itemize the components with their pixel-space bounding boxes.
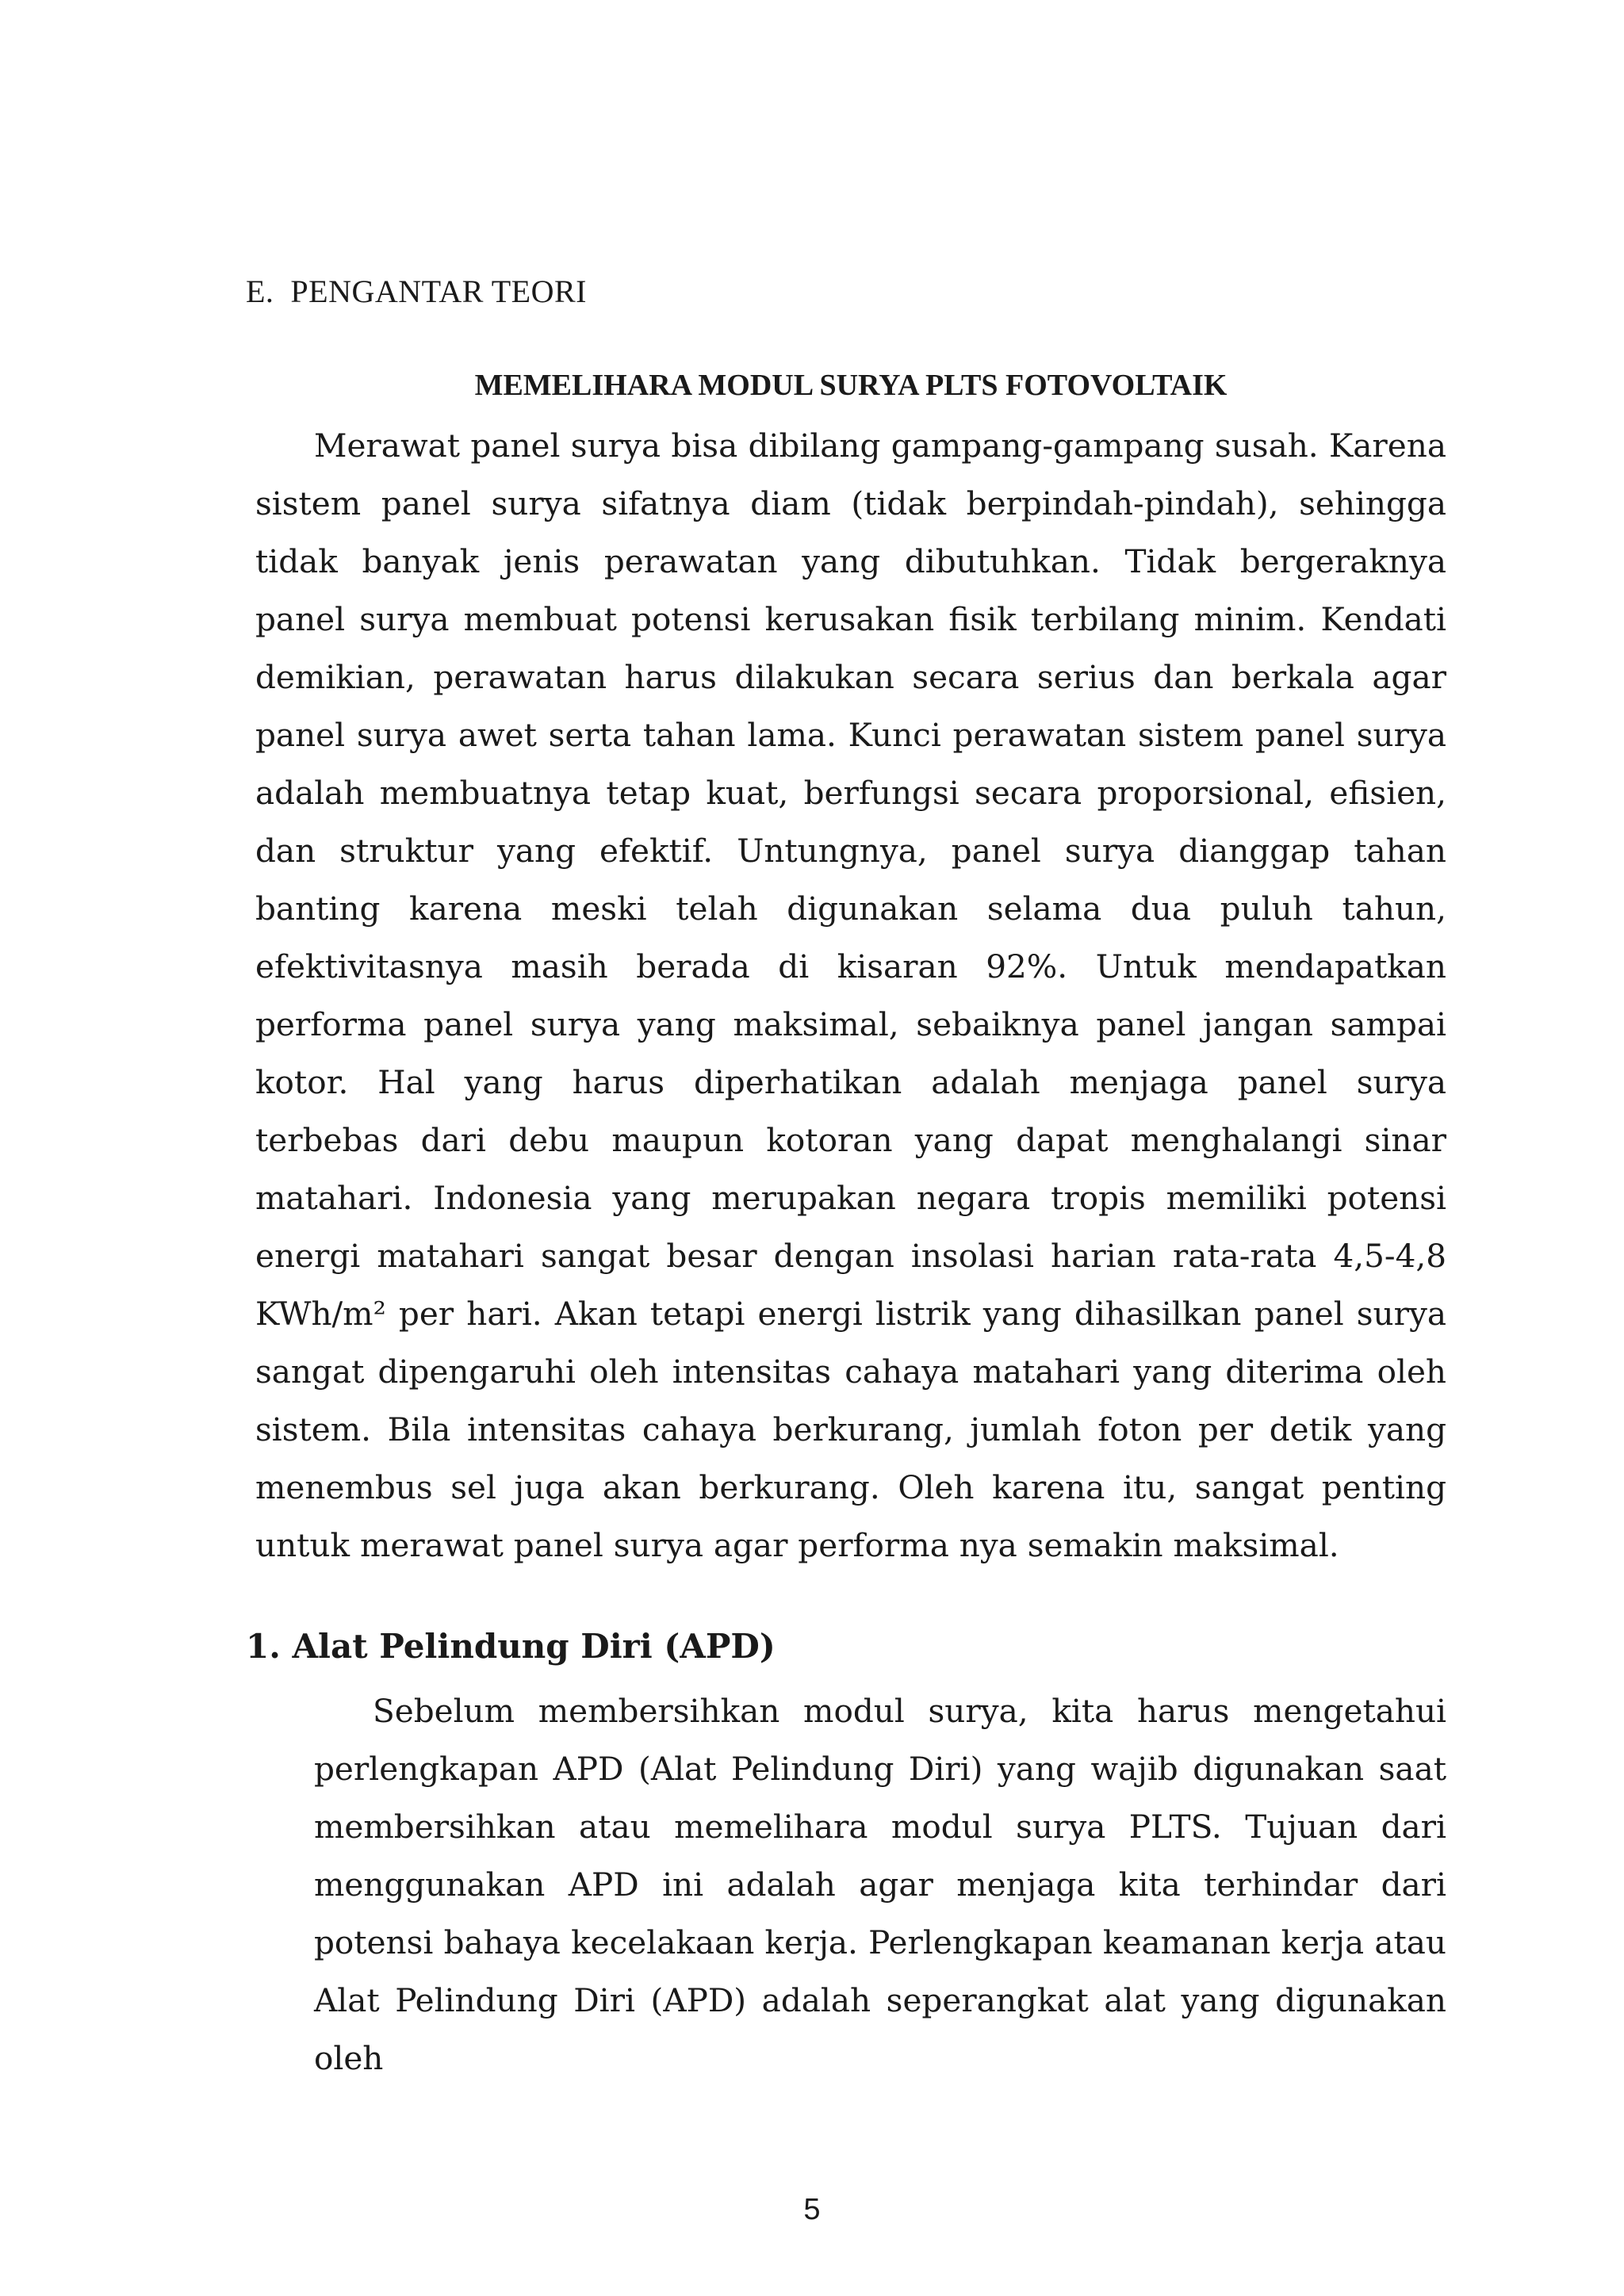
subsection-paragraph: Sebelum membersihkan modul surya, kita harus mengetahui perlengkapan APD (Alat Pelindung Diri) yang wajib digunakan saat membersihkan atau memelihara modul surya PLTS. Tujuan dari menggunakan APD ini adalah agar menjaga kita terhindar dari potensi bahaya kecelakaan kerja. Perlengkapan keamanan kerja atau Alat Pelindung Diri (APD) adalah seperangkat alat yang digunakan oleh (314, 1692, 1446, 2077)
document-title: MEMELIHARA MODUL SURYA PLTS FOTOVOLTAIK (474, 369, 1228, 402)
intro-paragraph: Merawat panel surya bisa dibilang gampang-gampang susah. Karena sistem panel surya sifatnya diam (tidak berpindah-pindah), sehingga tidak banyak jenis perawatan yang dibutuhkan. Tidak bergeraknya panel surya membuat potensi kerusakan fisik terbilang minim. Kendati demikian, perawatan harus dilakukan secara serius dan berkala agar panel surya awet serta tahan lama. Kunci perawatan sistem panel surya adalah membuatnya tetap kuat, berfungsi secara proporsional, efisien, dan struktur yang efektif. Untungnya, panel surya dianggap tahan banting karena meski telah digunakan selama dua puluh tahun, efektivitasnya masih berada di kisaran 92%. Untuk mendapatkan performa panel surya yang maksimal, sebaiknya panel jangan sampai kotor. Hal yang harus diperhatikan adalah menjaga panel surya terbebas dari debu maupun kotoran yang dapat menghalangi sinar matahari. Indonesia yang merupakan negara tropis memiliki potensi energi matahari sangat besar dengan insolasi harian rata-rata 4,5-4,8 KWh/m² per hari. Akan tetapi energi listrik yang dihasilkan panel surya sangat dipengaruhi oleh intensitas cahaya matahari yang diterima oleh sistem. Bila intensitas cahaya berkurang, jumlah foton per detik yang menembus sel juga akan berkurang. Oleh karena itu, sangat penting untuk merawat panel surya agar performa nya semakin maksimal. (255, 427, 1446, 1564)
subsection-heading: 1. Alat Pelindung Diri (APD) (246, 1627, 776, 1666)
page-number: 5 (803, 2193, 821, 2226)
section-heading: E. PENGANTAR TEORI (246, 274, 587, 309)
